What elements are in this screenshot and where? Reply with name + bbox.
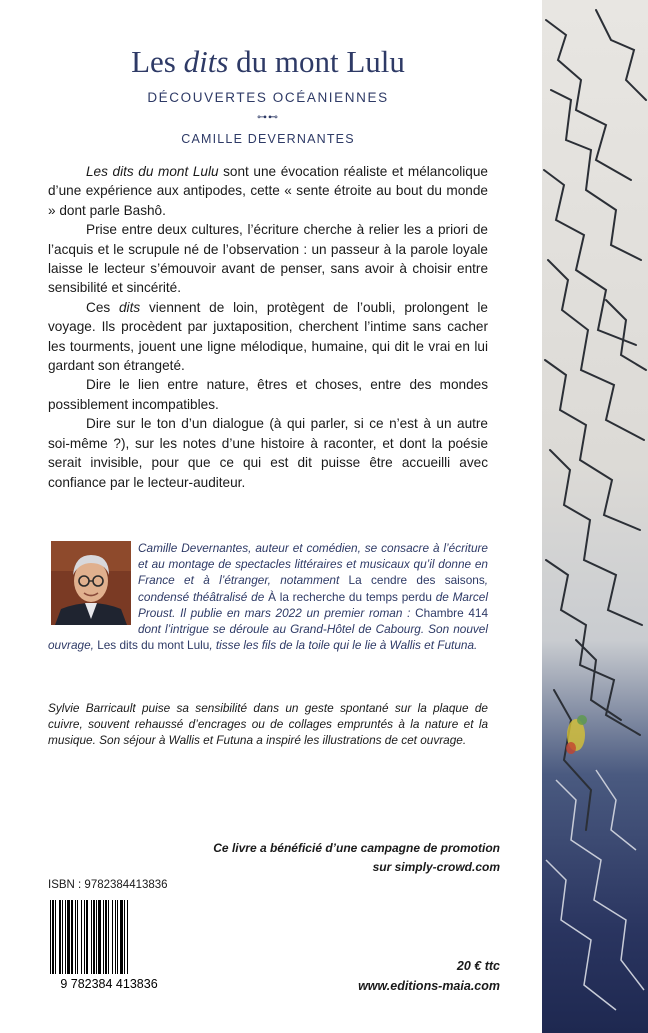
barcode-digits: 9 782384 413836 bbox=[60, 977, 158, 991]
book-subtitle: DÉCOUVERTES OCÉANIENNES bbox=[147, 90, 389, 105]
description-paragraph: Prise entre deux cultures, l’écriture cherche à relier les a priori de l’acquis et le scrupule né de l’observation : un passeur à la parole loyale laisse le lecteur s’émouvoir avant de penser, sans avoir à choisir entre sensibilité et sincérité. bbox=[48, 222, 488, 296]
ornament-icon: ⊶⊷ bbox=[257, 112, 279, 123]
description-paragraph: Ces dits viennent de loin, protègent de l’oubli, prolongent le voyage. Ils procèdent par juxtaposition, cherchent l’intime sans cacher les tourments, jouent une ligne mélodique, humaine, qui dit le vrai en lui gardant son étrangeté. bbox=[48, 299, 488, 374]
author-name: CAMILLE DEVERNANTES bbox=[181, 132, 355, 146]
isbn-label: ISBN : 9782384413836 bbox=[48, 879, 168, 891]
description-paragraph: Dire sur le ton d’un dialogue (à qui parler, si ce n’est à un autre soi-même ?), sur les notes d’une histoire à raconter, et dont la poésie serait invisible, pour que ce qui est dit puisse être accueilli avec confiance par le lecteur-auditeur. bbox=[48, 416, 488, 490]
description-paragraph: Dire le lien entre nature, êtres et choses, entre des mondes possiblement incompatibles. bbox=[48, 377, 488, 412]
book-title-italic: dits bbox=[183, 44, 229, 79]
illustrator-note: Sylvie Barricault puise sa sensibilité dans un geste spontané sur la plaque de cuivre, souvent rehaussé d’encrages ou de collages empruntés à la nature et la musique. Son séjour à Wallis et Futuna a inspiré les illustrations de cet ouvrage. bbox=[48, 701, 488, 748]
book-title: Les dits du mont Lulu bbox=[131, 44, 405, 79]
barcode bbox=[46, 898, 172, 991]
book-description bbox=[48, 162, 488, 492]
price: 20 € ttc bbox=[456, 959, 500, 973]
cover-artwork-strip bbox=[536, 0, 648, 1033]
description-paragraph: Les dits du mont Lulu sont une évocation réaliste et mélancolique d’une expérience aux antipodes, cette « sente étroite au bout du monde » dont parle Bashô. bbox=[48, 164, 488, 218]
publisher-website: www.editions-maia.com bbox=[358, 979, 500, 993]
author-biography: Camille Devernantes, auteur et comédien, se consacre à l’écriture et au montage de spectacles littéraires et musicaux qu’il donne en France et à l’étranger, notamment La cendre des saisons, condensé théâtralisé de À la recherche du temps perdu de Marcel Proust. Il publie en mars 2022 un premier roman : Chambre 414 dont l’intrigue se déroule au Grand-Hôtel de Cabourg. Son nouvel ouvrage, Les dits du mont Lulu, tisse les fils de la toile qui le lie à Wallis et Futuna. bbox=[48, 541, 489, 653]
promotion-note: Ce livre a bénéficié d’une campagne de promotion sur simply-crowd.com bbox=[213, 841, 500, 874]
